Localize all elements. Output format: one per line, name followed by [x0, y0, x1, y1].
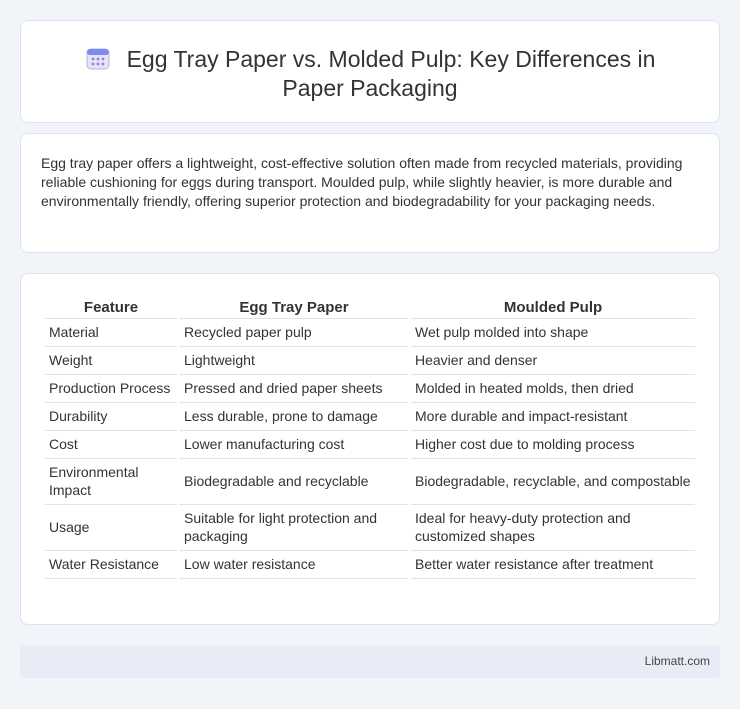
cell-feature: Weight	[45, 347, 177, 375]
comparison-table-card	[20, 273, 720, 625]
footer-brand: Libmatt.com	[644, 654, 710, 668]
table-row	[45, 347, 695, 375]
footer	[20, 645, 720, 678]
cell-moulded-pulp: Biodegradable, recyclable, and compostable	[411, 459, 695, 505]
cell-feature: Production Process	[45, 375, 177, 403]
page-title	[21, 45, 719, 103]
cell-moulded-pulp: Heavier and denser	[411, 347, 695, 375]
cell-moulded-pulp: Molded in heated molds, then dried	[411, 375, 695, 403]
page-title-text: Egg Tray Paper vs. Molded Pulp: Key Differences in Paper Packaging	[126, 46, 656, 101]
summary-text: Egg tray paper offers a lightweight, cost-effective solution often made from recycled materials, providing reliable cushioning for eggs during transport. Moulded pulp, while slightly heavier, is more durable and environmentally friendly, offering superior protection and biodegradability for your packaging needs.	[41, 155, 683, 209]
cell-moulded-pulp: More durable and impact-resistant	[411, 403, 695, 431]
table-header-row	[45, 294, 695, 319]
header-egg-tray-paper: Egg Tray Paper	[180, 294, 408, 319]
cell-egg-tray-paper: Lightweight	[180, 347, 408, 375]
table-row	[45, 375, 695, 403]
cell-feature: Durability	[45, 403, 177, 431]
table-row	[45, 431, 695, 459]
title-card	[20, 20, 720, 123]
table-row	[45, 505, 695, 551]
table-row	[45, 403, 695, 431]
header-moulded-pulp: Moulded Pulp	[411, 294, 695, 319]
cell-egg-tray-paper: Suitable for light protection and packaging	[180, 505, 408, 551]
calendar-icon	[85, 45, 111, 71]
cell-feature: Material	[45, 319, 177, 347]
cell-feature: Cost	[45, 431, 177, 459]
cell-egg-tray-paper: Less durable, prone to damage	[180, 403, 408, 431]
cell-egg-tray-paper: Pressed and dried paper sheets	[180, 375, 408, 403]
cell-egg-tray-paper: Recycled paper pulp	[180, 319, 408, 347]
header-feature: Feature	[45, 294, 177, 319]
cell-moulded-pulp: Higher cost due to molding process	[411, 431, 695, 459]
cell-moulded-pulp: Wet pulp molded into shape	[411, 319, 695, 347]
cell-feature: Usage	[45, 505, 177, 551]
cell-moulded-pulp: Better water resistance after treatment	[411, 551, 695, 579]
cell-feature: Environmental Impact	[45, 459, 177, 505]
table-row	[45, 551, 695, 579]
cell-egg-tray-paper: Biodegradable and recyclable	[180, 459, 408, 505]
table-row	[45, 319, 695, 347]
cell-egg-tray-paper: Lower manufacturing cost	[180, 431, 408, 459]
table-row	[45, 459, 695, 505]
cell-egg-tray-paper: Low water resistance	[180, 551, 408, 579]
cell-moulded-pulp: Ideal for heavy-duty protection and customized shapes	[411, 505, 695, 551]
cell-feature: Water Resistance	[45, 551, 177, 579]
comparison-table	[42, 294, 698, 579]
summary-card	[20, 133, 720, 253]
